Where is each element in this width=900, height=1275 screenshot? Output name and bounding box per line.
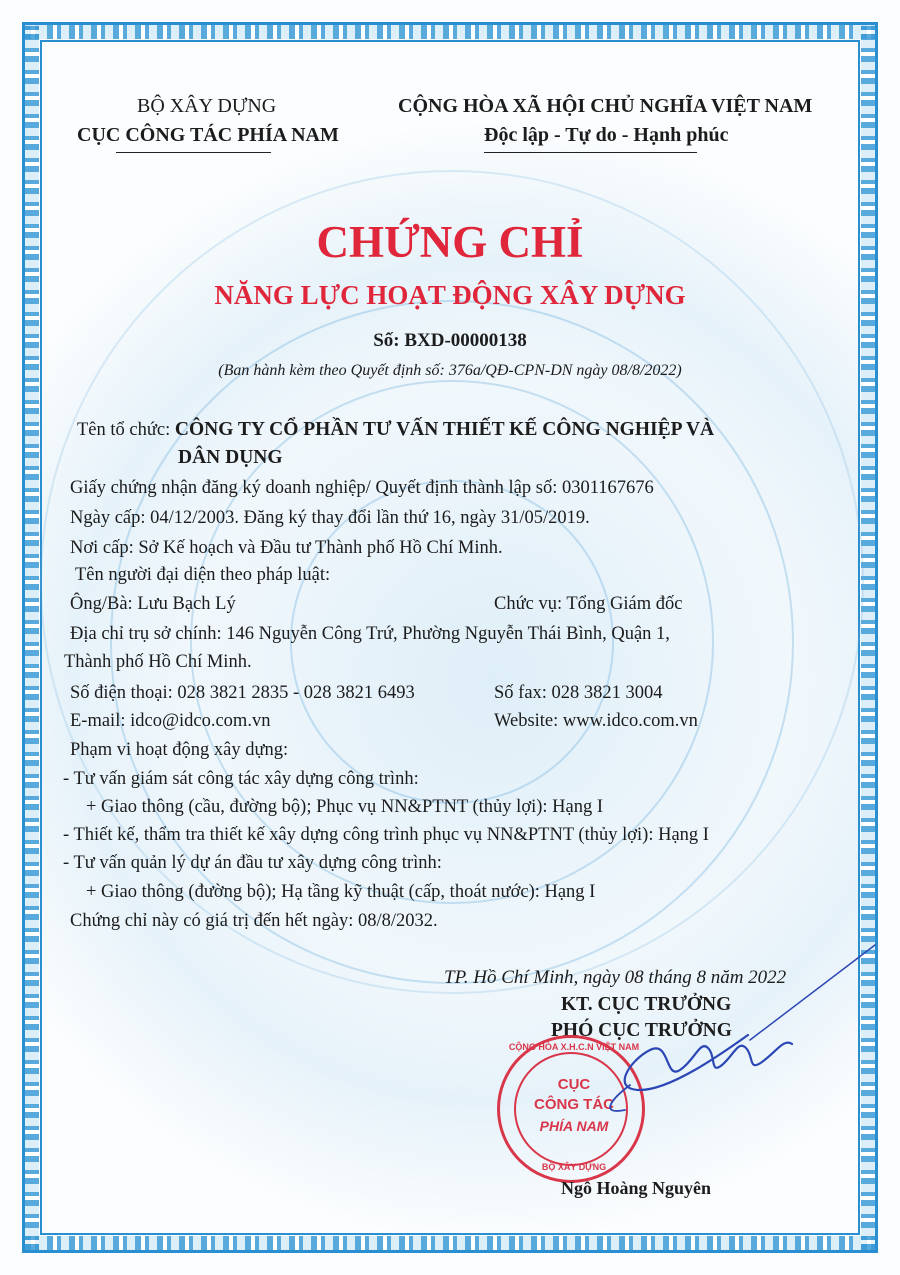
validity-date: Chứng chỉ này có giá trị đến hết ngày: 08/8/2032.	[70, 911, 438, 931]
national-motto: Độc lập - Tự do - Hạnh phúc	[484, 124, 729, 146]
stamp-bottom-arc: BỘ XÂY DỰNG	[541, 1162, 607, 1172]
signer-title-1: KT. CỤC TRƯỞNG	[561, 994, 732, 1015]
address-line1: Địa chỉ trụ sở chính: 146 Nguyễn Công Trứ, Phường Nguyễn Thái Bình, Quận 1,	[70, 624, 670, 644]
place-and-date: TP. Hồ Chí Minh, ngày 08 tháng 8 năm 2022	[444, 967, 787, 988]
org-name-line2: DÂN DỤNG	[178, 447, 283, 468]
email-address: E-mail: idco@idco.com.vn	[70, 711, 271, 731]
right-header-underline	[484, 152, 697, 153]
issue-date: Ngày cấp: 04/12/2003. Đăng ký thay đổi lần thứ 16, ngày 31/05/2019.	[70, 508, 590, 528]
stamp-line1: CỤC	[557, 1076, 591, 1093]
handwritten-signature	[570, 940, 880, 1140]
scope-label: Phạm vi hoạt động xây dựng:	[70, 740, 289, 760]
signer-name: Ngô Hoàng Nguyên	[561, 1178, 712, 1198]
issue-place: Nơi cấp: Sở Kế hoạch và Đầu tư Thành phố Hồ Chí Minh.	[70, 538, 503, 558]
ministry-name: BỘ XÂY DỰNG	[137, 95, 277, 117]
website: Website: www.idco.com.vn	[494, 711, 698, 731]
bottom-pattern-band	[25, 1236, 875, 1250]
stamp-top-arc: CỘNG HÒA X.H.C.N VIỆT NAM	[508, 1042, 640, 1052]
signer-title-2: PHÓ CỤC TRƯỞNG	[551, 1020, 732, 1041]
left-pattern-band	[25, 25, 39, 1250]
scope-item: + Giao thông (đường bộ); Hạ tầng kỹ thuật (cấp, thoát nước): Hạng I	[86, 882, 596, 902]
certificate-title: CHỨNG CHỈ	[316, 217, 584, 267]
org-name-label	[77, 419, 714, 441]
scope-item: - Thiết kế, thẩm tra thiết kế xây dựng công trình phục vụ NN&PTNT (thủy lợi): Hạng I	[63, 825, 709, 845]
legal-rep-position: Chức vụ: Tổng Giám đốc	[494, 594, 683, 614]
left-header-underline	[116, 152, 271, 153]
stamp-line3: PHÍA NAM	[539, 1118, 609, 1134]
scope-item: + Giao thông (cầu, đường bộ); Phục vụ NN&PTNT (thủy lợi): Hạng I	[86, 797, 604, 817]
issuance-note: (Ban hành kèm theo Quyết định số: 376a/QĐ-CPN-DN ngày 08/8/2022)	[218, 362, 682, 379]
certificate-number: Số: BXD-00000138	[373, 330, 527, 351]
legal-rep-name: Ông/Bà: Lưu Bạch Lý	[70, 594, 236, 614]
legal-rep-label: Tên người đại diện theo pháp luật:	[75, 565, 331, 585]
scope-item: - Tư vấn quản lý dự án đầu tư xây dựng công trình:	[63, 853, 442, 873]
org-name-line1: CÔNG TY CỔ PHẦN TƯ VẤN THIẾT KẾ CÔNG NGHIỆP VÀ	[174, 419, 715, 440]
country-name: CỘNG HÒA XÃ HỘI CHỦ NGHĨA VIỆT NAM	[398, 95, 813, 117]
stamp-line2: CÔNG TÁC	[534, 1096, 614, 1113]
address-line2: Thành phố Hồ Chí Minh.	[64, 652, 252, 672]
top-pattern-band	[25, 25, 875, 39]
org-name-label-text: Tên tổ chức:	[77, 420, 175, 440]
scope-item: - Tư vấn giám sát công tác xây dựng công trình:	[63, 769, 419, 789]
phone-number: Số điện thoại: 028 3821 2835 - 028 3821 6493	[70, 683, 415, 703]
fax-number: Số fax: 028 3821 3004	[494, 683, 663, 703]
certificate-subtitle: NĂNG LỰC HOẠT ĐỘNG XÂY DỰNG	[214, 280, 686, 310]
business-license: Giấy chứng nhận đăng ký doanh nghiệp/ Quyết định thành lập số: 0301167676	[70, 478, 654, 498]
department-name: CỤC CÔNG TÁC PHÍA NAM	[77, 124, 339, 146]
